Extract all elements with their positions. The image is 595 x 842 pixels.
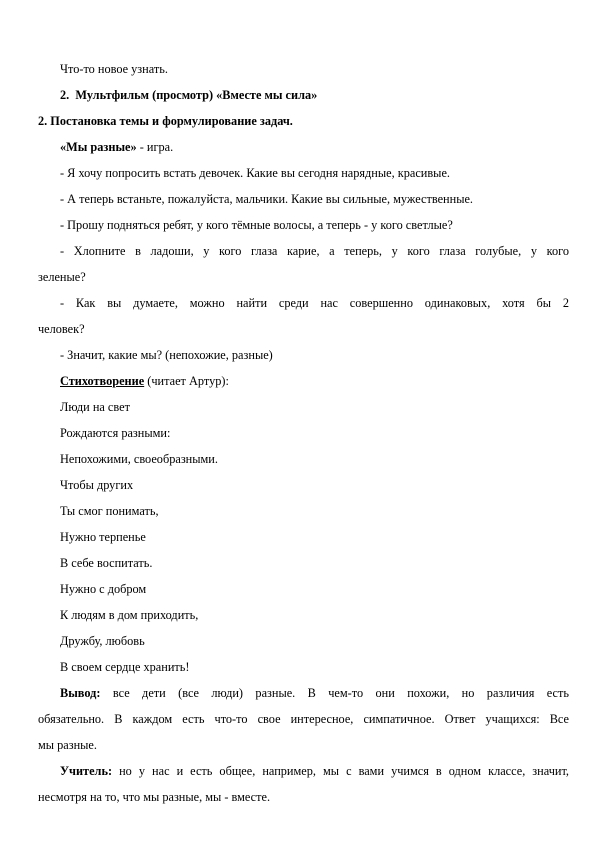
poem-line: В своем сердце хранить! (60, 660, 190, 674)
text-line: - Я хочу попросить встать девочек. Какие вы сегодня нарядные, красивые. (60, 166, 450, 180)
text-line: несмотря на то, что мы разные, мы - вместе. (38, 790, 271, 804)
conclusion-label: Вывод: (60, 686, 101, 700)
poem-label: Стихотворение (60, 374, 145, 388)
poem-line: Люди на свет (60, 400, 130, 414)
text-line: - Значит, какие мы? (непохожие, разные) (60, 348, 273, 362)
text-line: - А теперь встаньте, пожалуйста, мальчики. Какие вы сильные, мужественные. (60, 192, 473, 206)
list-number: 2. (60, 88, 70, 102)
justified-line: - Хлопните в ладоши, у кого глаза карие, а теперь, у кого глаза голубые, у кого (60, 244, 569, 258)
text-line: мы разные. (38, 738, 97, 752)
poem-line: Чтобы других (60, 478, 134, 492)
poem-line: В себе воспитать. (60, 556, 153, 570)
game-title: «Мы разные» (60, 140, 137, 154)
poem-line: Нужно с добром (60, 582, 147, 596)
teacher-label: Учитель: (60, 764, 113, 778)
list-item-cartoon (60, 87, 317, 103)
poem-line: Нужно терпенье (60, 530, 146, 544)
justified-line: - Как вы думаете, можно найти среди нас совершенно одинаковых, хотя бы 2 (60, 296, 569, 310)
section-heading: 2. Постановка темы и формулирование задач. (38, 114, 293, 128)
justified-line: Учитель: но у нас и есть общее, например, мы с вами учимся в одном классе, значит, (60, 764, 570, 778)
game-title-line: «Мы разные» - игра. (60, 140, 174, 154)
poem-line: Рождаются разными: (60, 426, 171, 440)
text-line: - Прошу подняться ребят, у кого тёмные волосы, а теперь - у кого светлые? (60, 218, 453, 232)
list-item-text: Мультфильм (просмотр) «Вместе мы сила» (75, 88, 318, 102)
poem-heading: Стихотворение (читает Артур): (60, 374, 229, 388)
text-line: Что-то новое узнать. (60, 62, 168, 76)
poem-line: Ты смог понимать, (60, 504, 159, 518)
poem-line: Дружбу, любовь (60, 634, 145, 648)
poem-line: Непохожими, своеобразными. (60, 452, 218, 466)
text-line: человек? (38, 322, 85, 336)
justified-line: Вывод: все дети (все люди) разные. В чем-то они похожи, но различия есть (60, 686, 569, 700)
justified-line: обязательно. В каждом есть что-то свое интересное, симпатичное. Ответ учащихся: Все (38, 712, 569, 726)
poem-line: К людям в дом приходить, (60, 608, 199, 622)
text-line: зеленые? (38, 270, 86, 284)
